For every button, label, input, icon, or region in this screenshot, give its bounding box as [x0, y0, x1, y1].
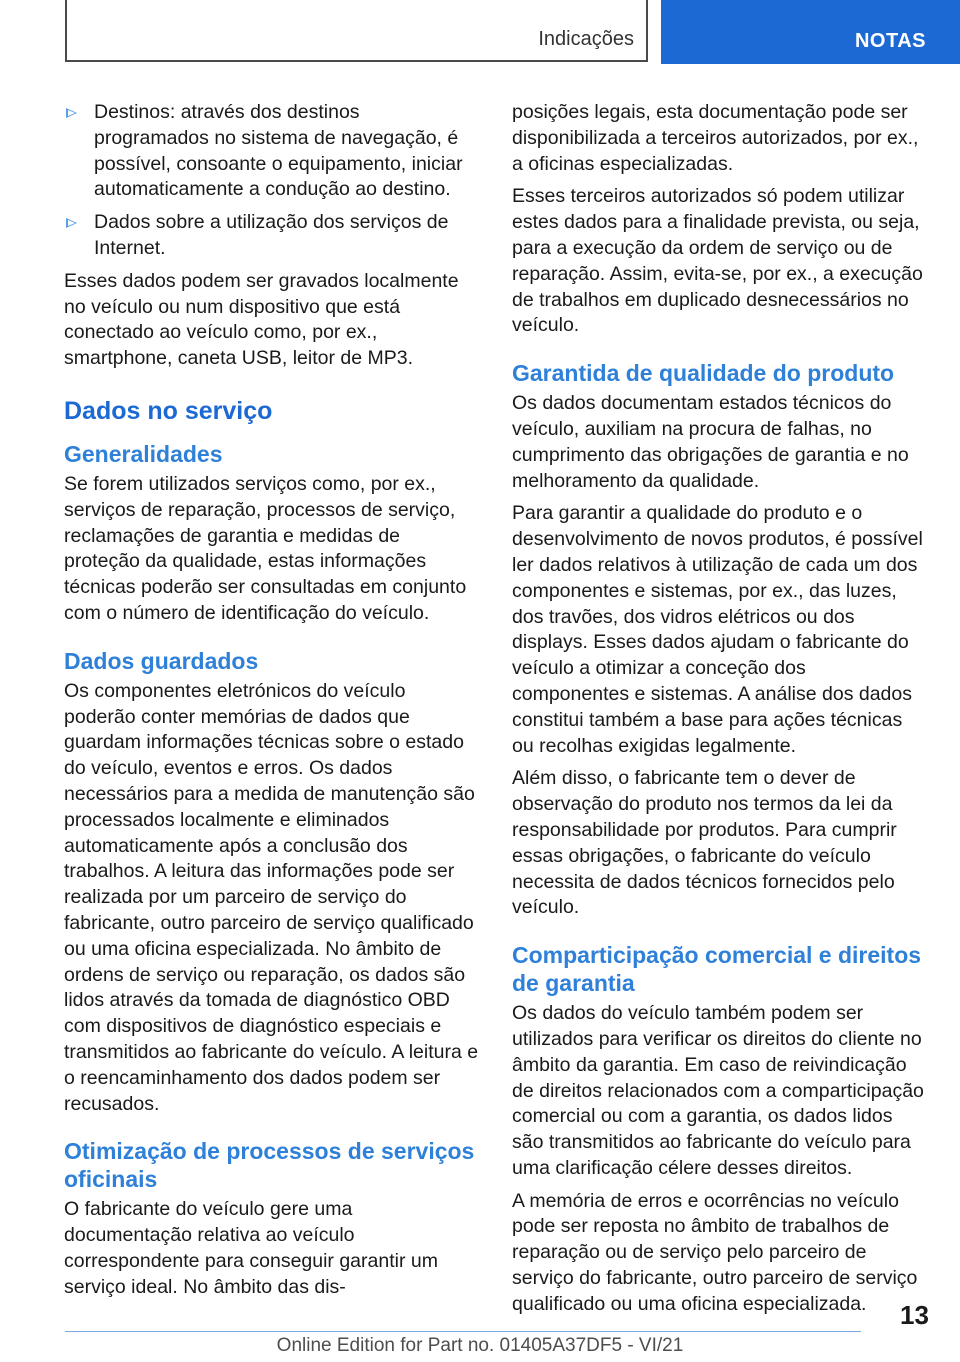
paragraph-optimization: O fabricante do veículo gere uma documentação relativa ao veículo correspondente para conseguir garantir um serviço ideal. No âmbito das dis-	[64, 1198, 438, 1298]
heading-optimization: Otimização de processos de serviços oficinais	[64, 1138, 475, 1193]
heading-quality: Garantida de qualidade do produto	[512, 360, 895, 387]
paragraph-quality-2: Para garantir a qualidade do produto e o desenvolvimento de novos produtos, é possível ler dados relativos à utilização de cada um dos componentes e sistemas, por ex., das luzes, dos travões, dos vidros elétricos ou dos displays. Esses dados ajudam o fabricante do veículo a otimizar a conceção dos componentes e sistemas. A análise dos dados constitui também a base para ações técnicas ou recolhas exigidas legalmente.	[512, 502, 923, 757]
header-section-box	[65, 0, 648, 62]
chapter-tab	[661, 0, 960, 64]
page-number: 13	[900, 1300, 929, 1330]
heading-stored-data: Dados guardados	[64, 647, 259, 674]
header-section-label: Indicações	[538, 28, 634, 50]
paragraph-continued: posições legais, esta documentação pode ser disponibilizada a terceiros autorizados, por ex., a oficinas especializadas.	[512, 101, 919, 175]
paragraph-general: Se forem utilizados serviços como, por ex., serviços de reparação, processos de serviço, reclamações de garantia e medidas de proteção da qualidade, estas informações técnicas poderão ser consultadas em conjunto com o número de identificação do veículo.	[64, 472, 467, 624]
heading-service-data: Dados no serviço	[64, 396, 273, 425]
heading-warranty: Comparticipação comercial e direitos de garantia	[512, 942, 922, 997]
right-column	[512, 100, 926, 1325]
triangle-bullet-icon	[66, 108, 77, 118]
list-item	[64, 210, 479, 262]
paragraph-quality-1: Os dados documentam estados técnicos do veículo, auxiliam na procura de falhas, no cumprimento das obrigações de garantia e no melhoramento da qualidade.	[512, 392, 909, 492]
paragraph-stored-data: Os componentes eletrónicos do veículo poderão conter memórias de dados que guardam informações técnicas sobre o estado do veículo, eventos e erros. Os dados necessários para a medida de manutenção são processados localmente e eliminados automaticamente após a conclusão dos trabalhos. A leitura das informações pode ser realizada por um parceiro de serviço do fabricante, outro parceiro de serviço qualificado ou uma oficina especializada. No âmbito de ordens de serviço ou reparação, os dados são lidos através da tomada de diagnóstico OBD com dispositivos de diagnóstico especiais e transmitidos ao fabricante do veículo. A leitura e o reencaminhamento dos dados podem ser recusados.	[64, 679, 479, 1115]
footer-divider	[65, 1331, 861, 1332]
paragraph-warranty-2: A memória de erros e ocorrências no veículo pode ser reposta no âmbito de trabalhos de reparação ou de serviço pelo parceiro de serviço do fabricante, outro parceiro de serviço qualificado ou uma oficina especializada.	[512, 1189, 918, 1315]
left-column	[64, 100, 479, 1307]
paragraph-quality-3: Além disso, o fabricante tem o dever de observação do produto nos termos da lei da responsabilidade por produtos. Para cumprir essas obrigações, o fabricante do veículo necessita de dados técnicos fornecidos pelo veículo.	[512, 767, 897, 919]
heading-general: Generalidades	[64, 440, 223, 467]
paragraph-third-parties: Esses terceiros autorizados só podem utilizar estes dados para a finalidade prevista, ou seja, para a execução da ordem de serviço ou de reparação. Assim, evita-se, por ex., a execução de trabalhos em duplicado desnecessários no veículo.	[512, 185, 923, 337]
paragraph-intro: Esses dados podem ser gravados localmente no veículo ou num dispositivo que está conectado ao veículo como, por ex., smartphone, caneta USB, leitor de MP3.	[64, 269, 459, 370]
footer-edition: Online Edition for Part no. 01405A37DF5 - VI/21	[276, 1335, 684, 1356]
paragraph-warranty-1: Os dados do veículo também podem ser utilizados para verificar os direitos do cliente no âmbito da garantia. Em caso de reivindicação de direitos relacionados com a comparticipação comercial ou com a garantia, os dados lidos são transmitidos ao fabricante do veículo para uma clarificação célere desses direitos.	[512, 1002, 924, 1179]
chapter-tab-label: NOTAS	[854, 30, 926, 52]
list-item-text: Dados sobre a utilização dos serviços de Internet.	[94, 211, 449, 259]
list-item	[64, 100, 479, 203]
list-item-text: Destinos: através dos destinos programados no sistema de navegação, é possível, consoante o equipamento, iniciar automaticamente a condução ao destino.	[94, 101, 463, 201]
triangle-bullet-icon	[66, 218, 77, 228]
